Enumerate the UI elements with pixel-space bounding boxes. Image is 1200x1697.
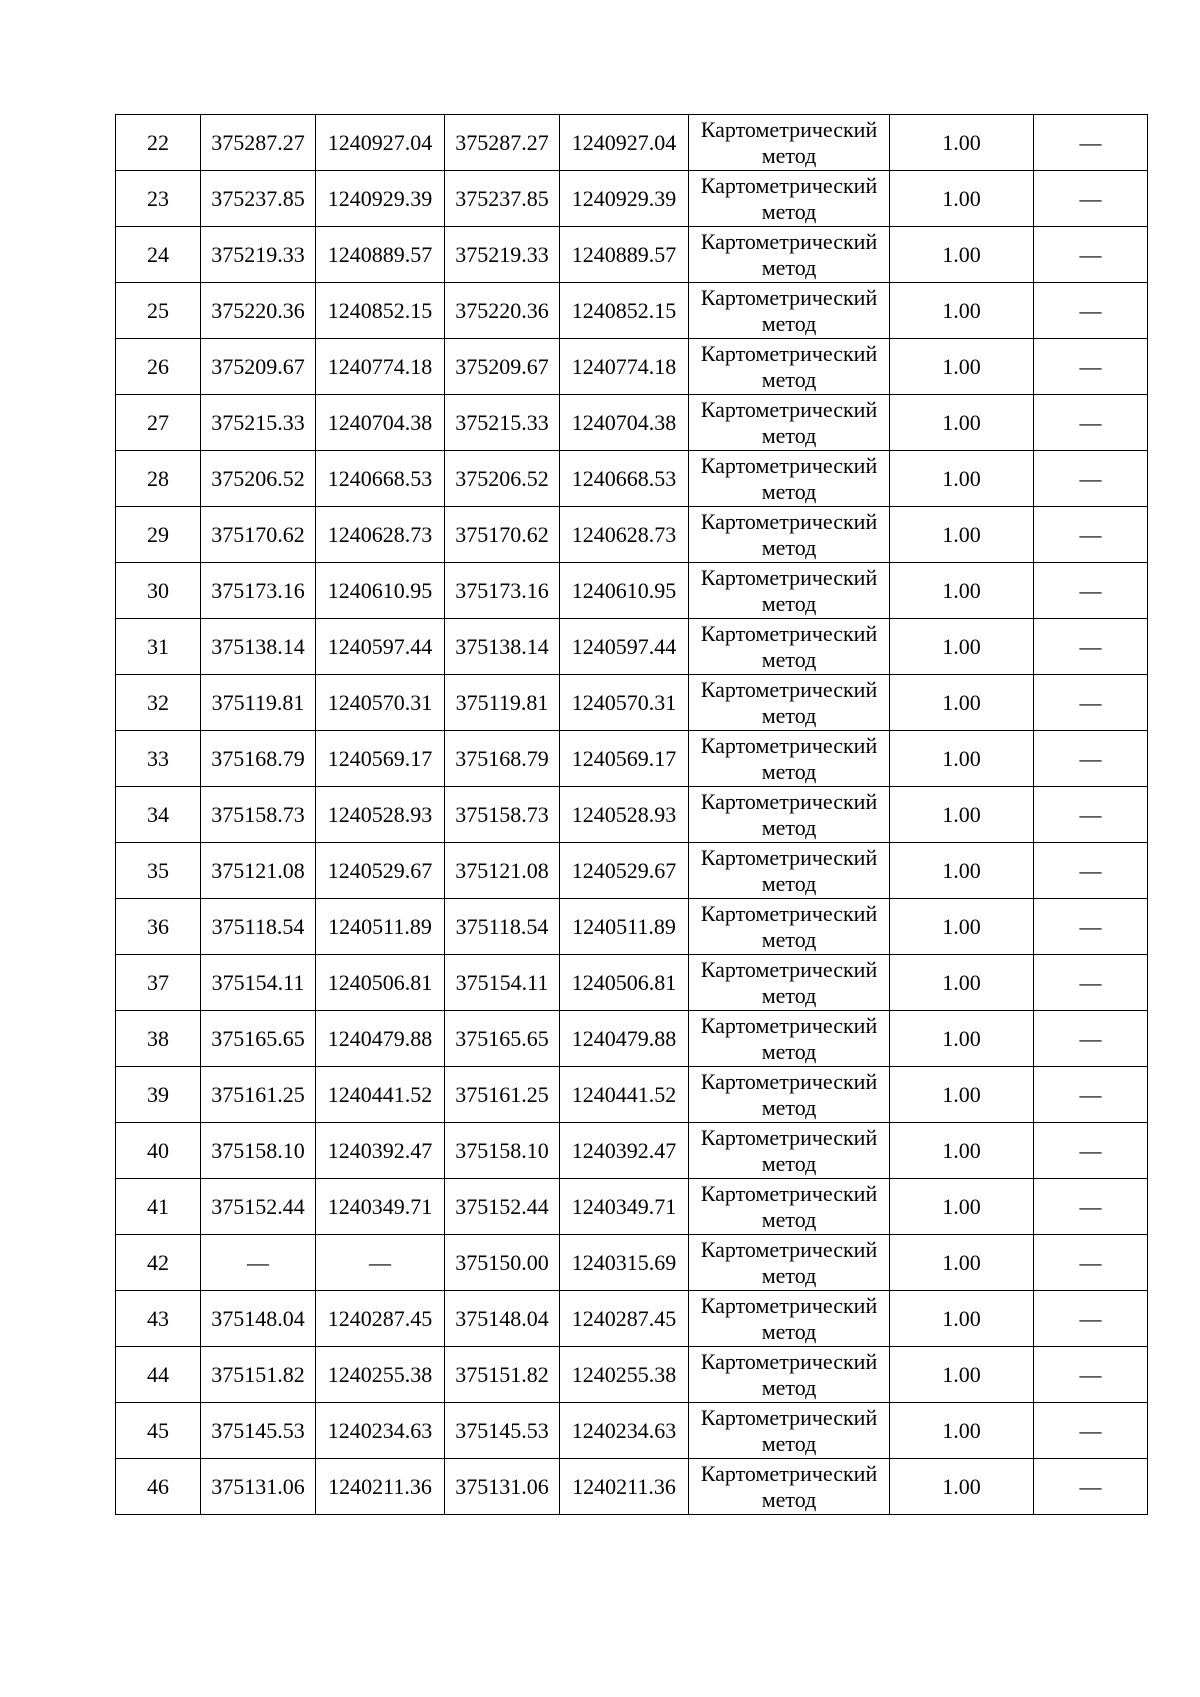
existing-x-cell: 375118.54 (201, 899, 316, 955)
table-row (116, 1291, 1148, 1347)
existing-y-cell: 1240255.38 (316, 1347, 445, 1403)
accuracy-cell: 1.00 (890, 507, 1034, 563)
method-cell (689, 787, 890, 843)
accuracy-cell: 1.00 (890, 843, 1034, 899)
method-cell (689, 451, 890, 507)
existing-y-cell: 1240211.36 (316, 1459, 445, 1515)
accuracy-cell: 1.00 (890, 1235, 1034, 1291)
new-x-cell: 375158.73 (445, 787, 560, 843)
existing-y-cell: 1240479.88 (316, 1011, 445, 1067)
method-line-2: метод (761, 1318, 817, 1344)
method-cell (689, 619, 890, 675)
method-line-2: метод (761, 366, 817, 392)
existing-y-cell: 1240511.89 (316, 899, 445, 955)
point-number-cell: 37 (116, 955, 201, 1011)
table-row (116, 619, 1148, 675)
accuracy-cell: 1.00 (890, 395, 1034, 451)
existing-y-cell: 1240569.17 (316, 731, 445, 787)
existing-x-cell: 375206.52 (201, 451, 316, 507)
description-cell: — (1034, 955, 1148, 1011)
accuracy-cell: 1.00 (890, 1459, 1034, 1515)
accuracy-cell: 1.00 (890, 955, 1034, 1011)
method-line-1: Картометрический (700, 620, 878, 646)
new-x-cell: 375154.11 (445, 955, 560, 1011)
new-x-cell: 375168.79 (445, 731, 560, 787)
method-line-2: метод (761, 758, 817, 784)
method-line-2: метод (761, 1150, 817, 1176)
point-number-cell: 29 (116, 507, 201, 563)
method-cell (689, 731, 890, 787)
new-y-cell: 1240287.45 (560, 1291, 689, 1347)
description-cell: — (1034, 507, 1148, 563)
point-number-cell: 24 (116, 227, 201, 283)
existing-y-cell: 1240668.53 (316, 451, 445, 507)
table-row (116, 955, 1148, 1011)
method-line-1: Картометрический (700, 1068, 878, 1094)
new-y-cell: 1240569.17 (560, 731, 689, 787)
method-cell (689, 507, 890, 563)
method-cell (689, 675, 890, 731)
table-row (116, 1459, 1148, 1515)
point-number-cell: 40 (116, 1123, 201, 1179)
table-row (116, 507, 1148, 563)
method-line-2: метод (761, 1094, 817, 1120)
new-x-cell: 375138.14 (445, 619, 560, 675)
point-number-cell: 27 (116, 395, 201, 451)
method-line-1: Картометрический (700, 844, 878, 870)
new-y-cell: 1240529.67 (560, 843, 689, 899)
method-line-2: метод (761, 814, 817, 840)
method-line-2: метод (761, 646, 817, 672)
description-cell: — (1034, 1347, 1148, 1403)
existing-x-cell: 375168.79 (201, 731, 316, 787)
new-y-cell: 1240610.95 (560, 563, 689, 619)
coordinates-table-body (116, 115, 1148, 1515)
description-cell: — (1034, 1403, 1148, 1459)
accuracy-cell: 1.00 (890, 1011, 1034, 1067)
existing-y-cell: 1240392.47 (316, 1123, 445, 1179)
method-cell (689, 1347, 890, 1403)
existing-y-cell: 1240597.44 (316, 619, 445, 675)
new-y-cell: 1240889.57 (560, 227, 689, 283)
accuracy-cell: 1.00 (890, 1123, 1034, 1179)
method-line-2: метод (761, 590, 817, 616)
table-row (116, 1011, 1148, 1067)
accuracy-cell: 1.00 (890, 563, 1034, 619)
existing-x-cell: 375209.67 (201, 339, 316, 395)
accuracy-cell: 1.00 (890, 171, 1034, 227)
new-x-cell: 375173.16 (445, 563, 560, 619)
new-y-cell: 1240211.36 (560, 1459, 689, 1515)
existing-y-cell: 1240774.18 (316, 339, 445, 395)
new-x-cell: 375150.00 (445, 1235, 560, 1291)
existing-y-cell: 1240927.04 (316, 115, 445, 171)
point-number-cell: 44 (116, 1347, 201, 1403)
method-line-2: метод (761, 1486, 817, 1512)
point-number-cell: 33 (116, 731, 201, 787)
method-line-1: Картометрический (700, 956, 878, 982)
method-line-1: Картометрический (700, 228, 878, 254)
method-cell (689, 899, 890, 955)
method-line-1: Картометрический (700, 1236, 878, 1262)
method-line-1: Картометрический (700, 1180, 878, 1206)
method-line-2: метод (761, 870, 817, 896)
description-cell: — (1034, 227, 1148, 283)
new-y-cell: 1240441.52 (560, 1067, 689, 1123)
table-row (116, 1123, 1148, 1179)
existing-y-cell: 1240349.71 (316, 1179, 445, 1235)
description-cell: — (1034, 395, 1148, 451)
method-line-1: Картометрический (700, 788, 878, 814)
accuracy-cell: 1.00 (890, 283, 1034, 339)
existing-x-cell: 375158.10 (201, 1123, 316, 1179)
accuracy-cell: 1.00 (890, 787, 1034, 843)
new-y-cell: 1240392.47 (560, 1123, 689, 1179)
method-line-2: метод (761, 1374, 817, 1400)
point-number-cell: 26 (116, 339, 201, 395)
existing-y-cell: 1240506.81 (316, 955, 445, 1011)
existing-y-cell: 1240628.73 (316, 507, 445, 563)
method-line-1: Картометрический (700, 732, 878, 758)
existing-x-cell: 375119.81 (201, 675, 316, 731)
existing-x-cell: 375121.08 (201, 843, 316, 899)
description-cell: — (1034, 451, 1148, 507)
new-x-cell: 375145.53 (445, 1403, 560, 1459)
accuracy-cell: 1.00 (890, 1067, 1034, 1123)
new-y-cell: 1240628.73 (560, 507, 689, 563)
existing-x-cell: 375170.62 (201, 507, 316, 563)
method-line-2: метод (761, 702, 817, 728)
accuracy-cell: 1.00 (890, 1347, 1034, 1403)
new-x-cell: 375165.65 (445, 1011, 560, 1067)
existing-y-cell: 1240234.63 (316, 1403, 445, 1459)
table-row (116, 787, 1148, 843)
new-x-cell: 375220.36 (445, 283, 560, 339)
new-x-cell: 375148.04 (445, 1291, 560, 1347)
method-line-1: Картометрический (700, 1404, 878, 1430)
method-line-2: метод (761, 142, 817, 168)
table-row (116, 171, 1148, 227)
point-number-cell: 45 (116, 1403, 201, 1459)
accuracy-cell: 1.00 (890, 227, 1034, 283)
method-line-2: метод (761, 310, 817, 336)
point-number-cell: 42 (116, 1235, 201, 1291)
new-x-cell: 375219.33 (445, 227, 560, 283)
table-row (116, 1403, 1148, 1459)
point-number-cell: 22 (116, 115, 201, 171)
new-y-cell: 1240511.89 (560, 899, 689, 955)
point-number-cell: 31 (116, 619, 201, 675)
new-y-cell: 1240774.18 (560, 339, 689, 395)
table-row (116, 675, 1148, 731)
new-y-cell: 1240528.93 (560, 787, 689, 843)
new-y-cell: 1240929.39 (560, 171, 689, 227)
method-cell (689, 395, 890, 451)
accuracy-cell: 1.00 (890, 1403, 1034, 1459)
existing-x-cell: 375158.73 (201, 787, 316, 843)
existing-x-cell: — (201, 1235, 316, 1291)
new-x-cell: 375209.67 (445, 339, 560, 395)
method-line-1: Картометрический (700, 396, 878, 422)
accuracy-cell: 1.00 (890, 451, 1034, 507)
method-cell (689, 1011, 890, 1067)
table-row (116, 899, 1148, 955)
existing-x-cell: 375138.14 (201, 619, 316, 675)
method-line-1: Картометрический (700, 1012, 878, 1038)
method-line-2: метод (761, 478, 817, 504)
new-y-cell: 1240479.88 (560, 1011, 689, 1067)
point-number-cell: 28 (116, 451, 201, 507)
new-y-cell: 1240234.63 (560, 1403, 689, 1459)
method-line-2: метод (761, 1206, 817, 1232)
method-cell (689, 227, 890, 283)
new-y-cell: 1240668.53 (560, 451, 689, 507)
point-number-cell: 34 (116, 787, 201, 843)
table-row (116, 451, 1148, 507)
existing-x-cell: 375151.82 (201, 1347, 316, 1403)
method-line-1: Картометрический (700, 676, 878, 702)
new-x-cell: 375121.08 (445, 843, 560, 899)
point-number-cell: 32 (116, 675, 201, 731)
description-cell: — (1034, 1459, 1148, 1515)
new-x-cell: 375206.52 (445, 451, 560, 507)
description-cell: — (1034, 1011, 1148, 1067)
method-cell (689, 171, 890, 227)
method-line-1: Картометрический (700, 1124, 878, 1150)
method-line-2: метод (761, 534, 817, 560)
existing-x-cell: 375161.25 (201, 1067, 316, 1123)
point-number-cell: 39 (116, 1067, 201, 1123)
method-line-2: метод (761, 1038, 817, 1064)
description-cell: — (1034, 1067, 1148, 1123)
description-cell: — (1034, 1291, 1148, 1347)
new-y-cell: 1240349.71 (560, 1179, 689, 1235)
existing-x-cell: 375215.33 (201, 395, 316, 451)
description-cell: — (1034, 339, 1148, 395)
accuracy-cell: 1.00 (890, 115, 1034, 171)
accuracy-cell: 1.00 (890, 619, 1034, 675)
method-line-1: Картометрический (700, 1292, 878, 1318)
new-x-cell: 375151.82 (445, 1347, 560, 1403)
point-number-cell: 38 (116, 1011, 201, 1067)
method-line-1: Картометрический (700, 172, 878, 198)
new-x-cell: 375170.62 (445, 507, 560, 563)
table-row (116, 283, 1148, 339)
method-line-1: Картометрический (700, 564, 878, 590)
description-cell: — (1034, 283, 1148, 339)
new-y-cell: 1240597.44 (560, 619, 689, 675)
method-cell (689, 563, 890, 619)
point-number-cell: 25 (116, 283, 201, 339)
existing-y-cell: 1240441.52 (316, 1067, 445, 1123)
method-cell (689, 843, 890, 899)
table-row (116, 395, 1148, 451)
description-cell: — (1034, 563, 1148, 619)
existing-y-cell: 1240528.93 (316, 787, 445, 843)
new-x-cell: 375158.10 (445, 1123, 560, 1179)
description-cell: — (1034, 1235, 1148, 1291)
method-line-2: метод (761, 1262, 817, 1288)
method-cell (689, 1291, 890, 1347)
method-line-1: Картометрический (700, 1348, 878, 1374)
method-cell (689, 1403, 890, 1459)
existing-x-cell: 375287.27 (201, 115, 316, 171)
method-line-2: метод (761, 982, 817, 1008)
existing-y-cell: 1240704.38 (316, 395, 445, 451)
description-cell: — (1034, 731, 1148, 787)
description-cell: — (1034, 1123, 1148, 1179)
method-cell (689, 1123, 890, 1179)
method-cell (689, 1235, 890, 1291)
method-cell (689, 955, 890, 1011)
new-x-cell: 375118.54 (445, 899, 560, 955)
table-row (116, 339, 1148, 395)
existing-x-cell: 375173.16 (201, 563, 316, 619)
existing-x-cell: 375237.85 (201, 171, 316, 227)
description-cell: — (1034, 619, 1148, 675)
new-x-cell: 375161.25 (445, 1067, 560, 1123)
description-cell: — (1034, 171, 1148, 227)
accuracy-cell: 1.00 (890, 899, 1034, 955)
new-x-cell: 375287.27 (445, 115, 560, 171)
table-row (116, 843, 1148, 899)
method-cell (689, 339, 890, 395)
point-number-cell: 41 (116, 1179, 201, 1235)
method-line-2: метод (761, 198, 817, 224)
method-line-1: Картометрический (700, 284, 878, 310)
method-cell (689, 1179, 890, 1235)
point-number-cell: 46 (116, 1459, 201, 1515)
new-y-cell: 1240315.69 (560, 1235, 689, 1291)
method-line-2: метод (761, 422, 817, 448)
point-number-cell: 36 (116, 899, 201, 955)
existing-y-cell: 1240929.39 (316, 171, 445, 227)
description-cell: — (1034, 1179, 1148, 1235)
new-x-cell: 375215.33 (445, 395, 560, 451)
table-row (116, 1347, 1148, 1403)
method-cell (689, 283, 890, 339)
existing-x-cell: 375152.44 (201, 1179, 316, 1235)
method-line-1: Картометрический (700, 900, 878, 926)
existing-x-cell: 375154.11 (201, 955, 316, 1011)
method-line-1: Картометрический (700, 508, 878, 534)
description-cell: — (1034, 675, 1148, 731)
method-line-2: метод (761, 1430, 817, 1456)
method-line-2: метод (761, 254, 817, 280)
accuracy-cell: 1.00 (890, 1179, 1034, 1235)
new-y-cell: 1240704.38 (560, 395, 689, 451)
point-number-cell: 30 (116, 563, 201, 619)
table-row (116, 1067, 1148, 1123)
existing-y-cell: 1240889.57 (316, 227, 445, 283)
existing-x-cell: 375219.33 (201, 227, 316, 283)
table-row (116, 227, 1148, 283)
new-y-cell: 1240570.31 (560, 675, 689, 731)
existing-y-cell: 1240570.31 (316, 675, 445, 731)
table-row (116, 1235, 1148, 1291)
existing-y-cell: 1240852.15 (316, 283, 445, 339)
existing-x-cell: 375145.53 (201, 1403, 316, 1459)
point-number-cell: 23 (116, 171, 201, 227)
table-row (116, 731, 1148, 787)
new-x-cell: 375237.85 (445, 171, 560, 227)
method-line-1: Картометрический (700, 340, 878, 366)
existing-y-cell: — (316, 1235, 445, 1291)
existing-x-cell: 375148.04 (201, 1291, 316, 1347)
point-number-cell: 43 (116, 1291, 201, 1347)
accuracy-cell: 1.00 (890, 731, 1034, 787)
description-cell: — (1034, 843, 1148, 899)
new-y-cell: 1240852.15 (560, 283, 689, 339)
description-cell: — (1034, 899, 1148, 955)
new-y-cell: 1240927.04 (560, 115, 689, 171)
table-row (116, 563, 1148, 619)
existing-y-cell: 1240287.45 (316, 1291, 445, 1347)
new-x-cell: 375131.06 (445, 1459, 560, 1515)
new-y-cell: 1240255.38 (560, 1347, 689, 1403)
method-cell (689, 115, 890, 171)
existing-x-cell: 375220.36 (201, 283, 316, 339)
method-line-2: метод (761, 926, 817, 952)
new-y-cell: 1240506.81 (560, 955, 689, 1011)
description-cell: — (1034, 787, 1148, 843)
accuracy-cell: 1.00 (890, 675, 1034, 731)
method-cell (689, 1459, 890, 1515)
existing-x-cell: 375165.65 (201, 1011, 316, 1067)
accuracy-cell: 1.00 (890, 1291, 1034, 1347)
method-line-1: Картометрический (700, 452, 878, 478)
new-x-cell: 375152.44 (445, 1179, 560, 1235)
method-line-1: Картометрический (700, 1460, 878, 1486)
point-number-cell: 35 (116, 843, 201, 899)
existing-x-cell: 375131.06 (201, 1459, 316, 1515)
method-cell (689, 1067, 890, 1123)
table-row (116, 115, 1148, 171)
method-line-1: Картометрический (700, 116, 878, 142)
description-cell: — (1034, 115, 1148, 171)
coordinates-table (115, 114, 1148, 1515)
table-row (116, 1179, 1148, 1235)
new-x-cell: 375119.81 (445, 675, 560, 731)
existing-y-cell: 1240610.95 (316, 563, 445, 619)
accuracy-cell: 1.00 (890, 339, 1034, 395)
existing-y-cell: 1240529.67 (316, 843, 445, 899)
